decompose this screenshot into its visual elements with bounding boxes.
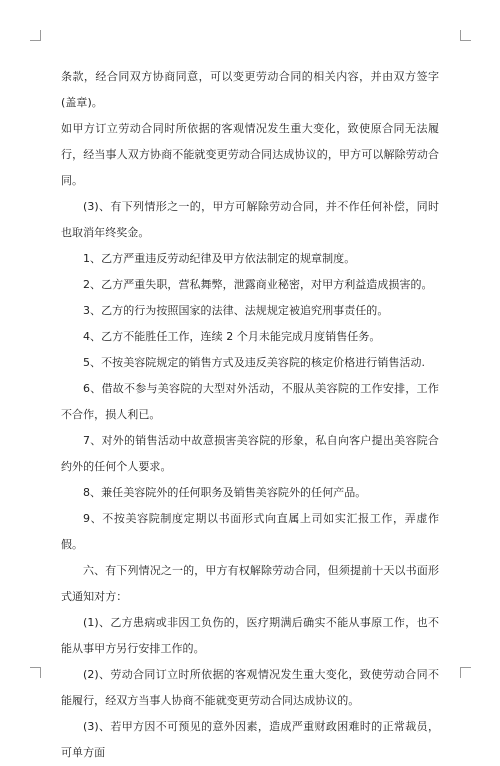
list-item: 2、乙方严重失职，营私舞弊，泄露商业秘密，对甲方利益造成损害的。 [83, 278, 433, 291]
list-item: 5、不按美容院规定的销售方式及违反美容院的核定价格进行销售活动. [83, 356, 426, 369]
crop-mark-bottom-right [460, 667, 471, 678]
document-body [61, 64, 439, 766]
list-item: 9、不按美容院制度定期以书面形式向直属上司如实汇报工作，弄虚作假。 [61, 512, 439, 551]
crop-mark-top-right [460, 30, 471, 41]
list-item: 4、乙方不能胜任工作，连续 2 个月未能完成月度销售任务。 [83, 330, 381, 343]
list-item: (3)、若甲方因不可预见的意外因素，造成严重财政困难时的正常裁员，可单方面 [61, 720, 439, 759]
list-item: (1)、乙方患病或非因工负伤的，医疗期满后确实不能从事原工作，也不能从事甲方另行安排工作的。 [61, 616, 439, 655]
section-heading-paragraph: 六、有下列情况之一的，甲方有权解除劳动合同，但须提前十天以书面形式通知对方： [61, 564, 439, 603]
list-item: 7、对外的销售活动中故意损害美容院的形象，私自向客户提出美容院合约外的任何个人要求。 [61, 434, 439, 473]
list-item: 1、乙方严重违反劳动纪律及甲方依法制定的规章制度。 [83, 252, 356, 265]
crop-mark-bottom-left [30, 667, 41, 678]
list-item: 8、兼任美容院外的任何职务及销售美容院外的任何产品。 [83, 486, 367, 499]
list-item: 3、乙方的行为按照国家的法律、法规规定被追究刑事责任的。 [83, 304, 389, 317]
paragraph: 条款，经合同双方协商同意，可以变更劳动合同的相关内容，并由双方签字(盖章)。 [61, 70, 439, 109]
paragraph: 如甲方订立劳动合同时所依据的客观情况发生重大变化，致使原合同无法履行，经当事人双方协商不能就变更劳动合同达成协议的，甲方可以解除劳动合同。 [61, 122, 439, 187]
paragraph: (3)、有下列情形之一的，甲方可解除劳动合同，并不作任何补偿，同时也取消年终奖金。 [61, 200, 439, 239]
list-item: 6、借故不参与美容院的大型对外活动，不服从美容院的工作安排，工作不合作，损人利已。 [61, 382, 439, 421]
list-item: (2)、劳动合同订立时所依据的客观情况发生重大变化，致使劳动合同不能履行，经双方当事人协商不能就变更劳动合同达成协议的。 [61, 668, 439, 707]
crop-mark-top-left [30, 30, 41, 41]
